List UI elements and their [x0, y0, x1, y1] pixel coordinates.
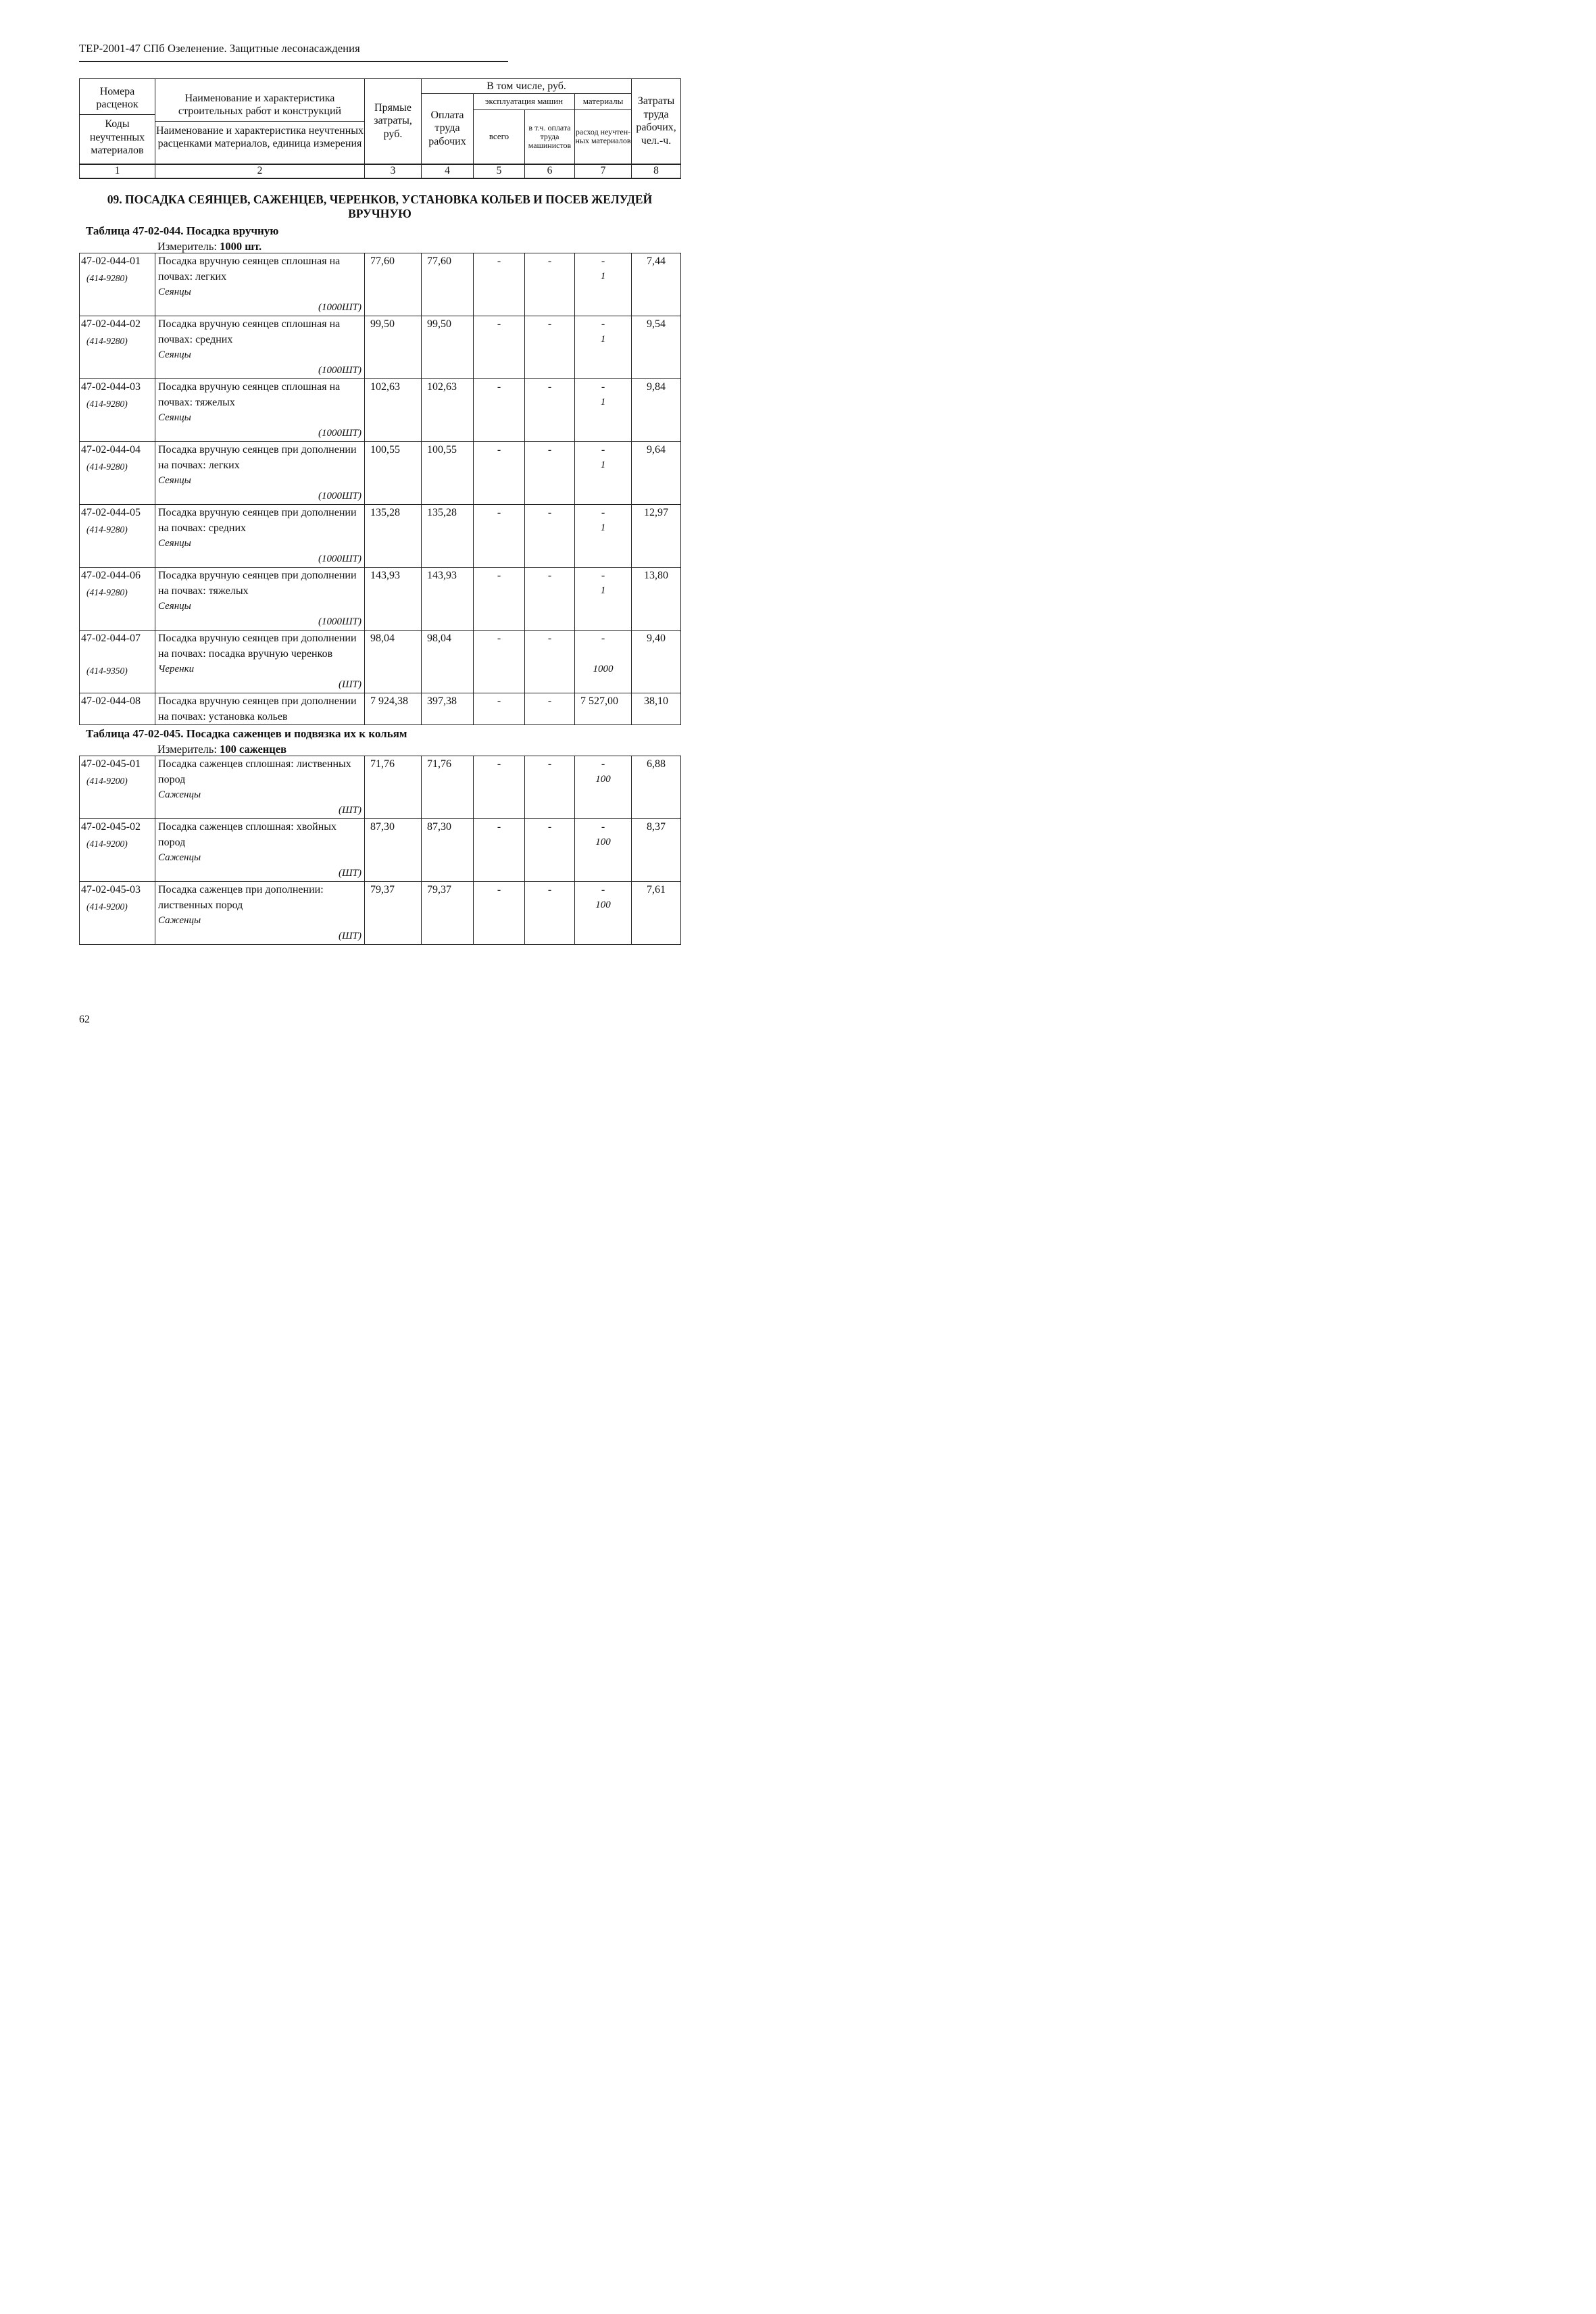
table-row — [80, 379, 681, 442]
machinist-pay: - — [525, 316, 575, 379]
rate-name: Посадка вручную сеянцев сплошная на почвах: тяжелых — [158, 381, 341, 408]
rate-code: 47-02-044-05 — [81, 507, 141, 518]
machines-total: - — [474, 693, 525, 725]
rate-name-cell — [155, 442, 365, 505]
header-codes-cell — [80, 79, 155, 164]
measure-value: 100 саженцев — [220, 743, 287, 756]
material-unit: (ШТ) — [339, 868, 361, 879]
materials-cost: - — [601, 318, 605, 330]
header-names-cell — [155, 79, 365, 164]
materials-cell — [575, 442, 632, 505]
measure-label: Измеритель: — [157, 743, 217, 756]
materials-cost: - — [601, 444, 605, 456]
materials-cell — [575, 379, 632, 442]
header-machines: эксплуатация машин — [474, 94, 575, 110]
labor-pay: 397,38 — [422, 693, 474, 725]
direct-cost: 77,60 — [365, 253, 422, 316]
materials-cost: - — [601, 381, 605, 393]
direct-cost: 98,04 — [365, 631, 422, 693]
measure-label: Измеритель: — [157, 240, 217, 253]
rate-name: Посадка вручную сеянцев при дополнении на почвах: установка кольев — [158, 695, 357, 722]
machinist-pay: - — [525, 442, 575, 505]
rate-name: Посадка саженцев при дополнении: лиственных пород — [158, 884, 324, 911]
machinist-pay: - — [525, 379, 575, 442]
labor-pay: 98,04 — [422, 631, 474, 693]
rate-code-cell — [80, 882, 155, 945]
materials-cost: - — [601, 884, 605, 895]
machines-total: - — [474, 253, 525, 316]
material-name: Сеянцы — [158, 349, 191, 360]
material-code: (414-9280) — [86, 399, 128, 409]
direct-cost: 102,63 — [365, 379, 422, 442]
table-caption-044: Таблица 47-02-044. Посадка вручную — [86, 224, 279, 237]
machines-total: - — [474, 756, 525, 819]
materials-cost: - — [601, 570, 605, 581]
materials-cost: - — [601, 821, 605, 833]
header-group: В том числе, руб. — [422, 79, 632, 94]
material-code: (414-9280) — [86, 587, 128, 597]
labor-hours: 9,54 — [632, 316, 681, 379]
rate-code-cell — [80, 819, 155, 882]
table-row — [80, 316, 681, 379]
direct-cost: 143,93 — [365, 568, 422, 631]
rate-name: Посадка вручную сеянцев при дополнении на почвах: посадка вручную черенков — [158, 633, 357, 660]
labor-hours: 12,97 — [632, 505, 681, 568]
header-material-usage: расход неучтен-ных материалов — [575, 110, 632, 164]
material-code: (414-9200) — [86, 902, 128, 912]
material-quantity: 100 — [595, 837, 611, 847]
rate-code: 47-02-044-03 — [81, 381, 141, 393]
material-name: Саженцы — [158, 915, 201, 926]
rate-name-cell — [155, 505, 365, 568]
material-quantity: 100 — [595, 774, 611, 785]
rate-code: 47-02-044-08 — [81, 695, 141, 707]
rate-name: Посадка вручную сеянцев сплошная на почвах: легких — [158, 255, 341, 282]
table-measure-044 — [157, 240, 261, 253]
materials-cell — [575, 693, 632, 725]
rate-code-cell — [80, 379, 155, 442]
header-labor-hours: Затраты труда рабочих, чел.-ч. — [632, 79, 681, 164]
labor-pay: 87,30 — [422, 819, 474, 882]
material-unit: (1000ШТ) — [318, 616, 361, 627]
rate-code: 47-02-044-02 — [81, 318, 141, 330]
machinist-pay: - — [525, 693, 575, 725]
material-code: (414-9280) — [86, 524, 128, 535]
rate-name-cell — [155, 379, 365, 442]
material-quantity: 1 — [600, 585, 606, 596]
rate-name-cell — [155, 882, 365, 945]
document-title: ТЕР-2001-47 СПб Озеленение. Защитные лесонасаждения — [79, 42, 360, 55]
material-unit: (1000ШТ) — [318, 302, 361, 313]
header-col1-top: Номера расценок — [96, 85, 139, 111]
rates-table-044 — [79, 253, 681, 725]
material-code: (414-9280) — [86, 273, 128, 283]
machinist-pay: - — [525, 568, 575, 631]
rate-name: Посадка вручную сеянцев сплошная на почвах: средних — [158, 318, 341, 345]
table-row — [80, 819, 681, 882]
material-name: Сеянцы — [158, 287, 191, 297]
material-name: Сеянцы — [158, 601, 191, 612]
rate-code-cell — [80, 631, 155, 693]
table-row — [80, 882, 681, 945]
material-name: Сеянцы — [158, 475, 191, 486]
machines-total: - — [474, 568, 525, 631]
rate-name-cell — [155, 631, 365, 693]
rate-name: Посадка вручную сеянцев при дополнении на почвах: тяжелых — [158, 570, 357, 597]
material-quantity: 1000 — [593, 664, 614, 674]
direct-cost: 71,76 — [365, 756, 422, 819]
rate-code: 47-02-044-07 — [81, 633, 141, 644]
rate-name: Посадка саженцев сплошная: лиственных пород — [158, 758, 351, 785]
header-num-1: 1 — [80, 164, 155, 178]
header-materials: материалы — [575, 94, 632, 110]
labor-hours: 38,10 — [632, 693, 681, 725]
material-quantity: 100 — [595, 900, 611, 910]
material-name: Саженцы — [158, 789, 201, 800]
machines-total: - — [474, 882, 525, 945]
rate-code: 47-02-045-01 — [81, 758, 141, 770]
rate-name: Посадка вручную сеянцев при дополнении на почвах: легких — [158, 444, 357, 471]
material-unit: (ШТ) — [339, 805, 361, 816]
materials-cell — [575, 819, 632, 882]
material-code: (414-9280) — [86, 336, 128, 346]
direct-cost: 135,28 — [365, 505, 422, 568]
materials-cell — [575, 756, 632, 819]
labor-pay: 77,60 — [422, 253, 474, 316]
machinist-pay: - — [525, 505, 575, 568]
rate-code: 47-02-045-03 — [81, 884, 141, 895]
machines-total: - — [474, 631, 525, 693]
page-number: 62 — [79, 1014, 90, 1025]
header-machinist-pay: в т.ч. оплата труда машинистов — [525, 110, 575, 164]
materials-cell — [575, 631, 632, 693]
direct-cost: 99,50 — [365, 316, 422, 379]
material-name: Сеянцы — [158, 538, 191, 549]
labor-pay: 143,93 — [422, 568, 474, 631]
materials-cell — [575, 882, 632, 945]
labor-pay: 100,55 — [422, 442, 474, 505]
material-unit: (1000ШТ) — [318, 553, 361, 564]
materials-cost: - — [601, 255, 605, 267]
machinist-pay: - — [525, 631, 575, 693]
machinist-pay: - — [525, 756, 575, 819]
material-quantity: 1 — [600, 460, 606, 470]
machines-total: - — [474, 379, 525, 442]
header-machines-total: всего — [474, 110, 525, 164]
materials-cell — [575, 505, 632, 568]
material-unit: (1000ШТ) — [318, 365, 361, 376]
section-title: 09. ПОСАДКА СЕЯНЦЕВ, САЖЕНЦЕВ, ЧЕРЕНКОВ, УСТАНОВКА КОЛЬЕВ И ПОСЕВ ЖЕЛУДЕЙ ВРУЧНУЮ — [107, 193, 653, 220]
header-num-5: 5 — [474, 164, 525, 178]
rate-name-cell — [155, 756, 365, 819]
labor-hours: 7,44 — [632, 253, 681, 316]
materials-cost: - — [601, 507, 605, 518]
header-num-7: 7 — [575, 164, 632, 178]
material-quantity: 1 — [600, 397, 606, 408]
table-row — [80, 442, 681, 505]
rate-code: 47-02-044-04 — [81, 444, 141, 456]
rates-table-045 — [79, 756, 681, 945]
header-direct-costs: Прямые затраты, руб. — [365, 79, 422, 164]
rate-code-cell — [80, 316, 155, 379]
labor-hours: 9,40 — [632, 631, 681, 693]
header-col2-top: Наименование и характеристика строительных работ и конструкций — [178, 92, 342, 118]
machinist-pay: - — [525, 882, 575, 945]
labor-hours: 7,61 — [632, 882, 681, 945]
machines-total: - — [474, 505, 525, 568]
materials-cell — [575, 316, 632, 379]
header-num-3: 3 — [365, 164, 422, 178]
materials-cell — [575, 568, 632, 631]
material-name: Саженцы — [158, 852, 201, 863]
labor-pay: 71,76 — [422, 756, 474, 819]
header-col2-bottom: Наименование и характеристика неучтенных расценками материалов, единица измерения — [155, 124, 364, 150]
material-code: (414-9280) — [86, 462, 128, 472]
direct-cost: 87,30 — [365, 819, 422, 882]
table-measure-045 — [157, 743, 286, 756]
table-row — [80, 693, 681, 725]
table-row — [80, 631, 681, 693]
materials-cost: 7 527,00 — [580, 695, 618, 707]
header-num-2: 2 — [155, 164, 365, 178]
direct-cost: 7 924,38 — [365, 693, 422, 725]
machinist-pay: - — [525, 819, 575, 882]
materials-cost: - — [601, 758, 605, 770]
machines-total: - — [474, 442, 525, 505]
rate-name: Посадка саженцев сплошная: хвойных пород — [158, 821, 337, 848]
labor-hours: 6,88 — [632, 756, 681, 819]
material-name: Черенки — [158, 664, 195, 674]
machinist-pay: - — [525, 253, 575, 316]
header-labor-pay: Оплата труда рабочих — [422, 94, 474, 164]
table-row — [80, 253, 681, 316]
header-col1-bottom: Коды неучтенных материалов — [89, 118, 145, 157]
rate-name-cell — [155, 316, 365, 379]
material-name: Сеянцы — [158, 412, 191, 423]
rate-code-cell — [80, 568, 155, 631]
material-quantity: 1 — [600, 522, 606, 533]
machines-total: - — [474, 819, 525, 882]
rate-code-cell — [80, 442, 155, 505]
header-num-4: 4 — [422, 164, 474, 178]
labor-hours: 13,80 — [632, 568, 681, 631]
labor-hours: 9,84 — [632, 379, 681, 442]
material-unit: (ШТ) — [339, 931, 361, 941]
title-rule — [79, 61, 508, 62]
table-row — [80, 505, 681, 568]
rate-code-cell — [80, 693, 155, 725]
table-row — [80, 568, 681, 631]
rate-code-cell — [80, 253, 155, 316]
rate-name-cell — [155, 693, 365, 725]
material-code: (414-9200) — [86, 776, 128, 786]
labor-pay: 99,50 — [422, 316, 474, 379]
rate-code-cell — [80, 756, 155, 819]
material-unit: (ШТ) — [339, 679, 361, 690]
material-quantity: 1 — [600, 271, 606, 282]
rate-code: 47-02-044-01 — [81, 255, 141, 267]
materials-cost: - — [601, 633, 605, 644]
labor-hours: 8,37 — [632, 819, 681, 882]
header-num-8: 8 — [632, 164, 681, 178]
table-caption-045: Таблица 47-02-045. Посадка саженцев и подвязка их к кольям — [86, 727, 407, 740]
direct-cost: 100,55 — [365, 442, 422, 505]
material-code: (414-9200) — [86, 839, 128, 849]
materials-cell — [575, 253, 632, 316]
table-row — [80, 756, 681, 819]
measure-value: 1000 шт. — [220, 240, 262, 253]
column-header-table — [79, 78, 681, 179]
material-quantity: 1 — [600, 334, 606, 345]
rate-name-cell — [155, 568, 365, 631]
labor-pay: 79,37 — [422, 882, 474, 945]
material-unit: (1000ШТ) — [318, 491, 361, 501]
rate-name: Посадка вручную сеянцев при дополнении на почвах: средних — [158, 507, 357, 534]
material-code: (414-9350) — [86, 666, 128, 676]
rate-name-cell — [155, 819, 365, 882]
rate-name-cell — [155, 253, 365, 316]
machines-total: - — [474, 316, 525, 379]
labor-hours: 9,64 — [632, 442, 681, 505]
rate-code-cell — [80, 505, 155, 568]
material-unit: (1000ШТ) — [318, 428, 361, 439]
header-num-6: 6 — [525, 164, 575, 178]
rate-code: 47-02-045-02 — [81, 821, 141, 833]
rate-code: 47-02-044-06 — [81, 570, 141, 581]
labor-pay: 135,28 — [422, 505, 474, 568]
direct-cost: 79,37 — [365, 882, 422, 945]
labor-pay: 102,63 — [422, 379, 474, 442]
